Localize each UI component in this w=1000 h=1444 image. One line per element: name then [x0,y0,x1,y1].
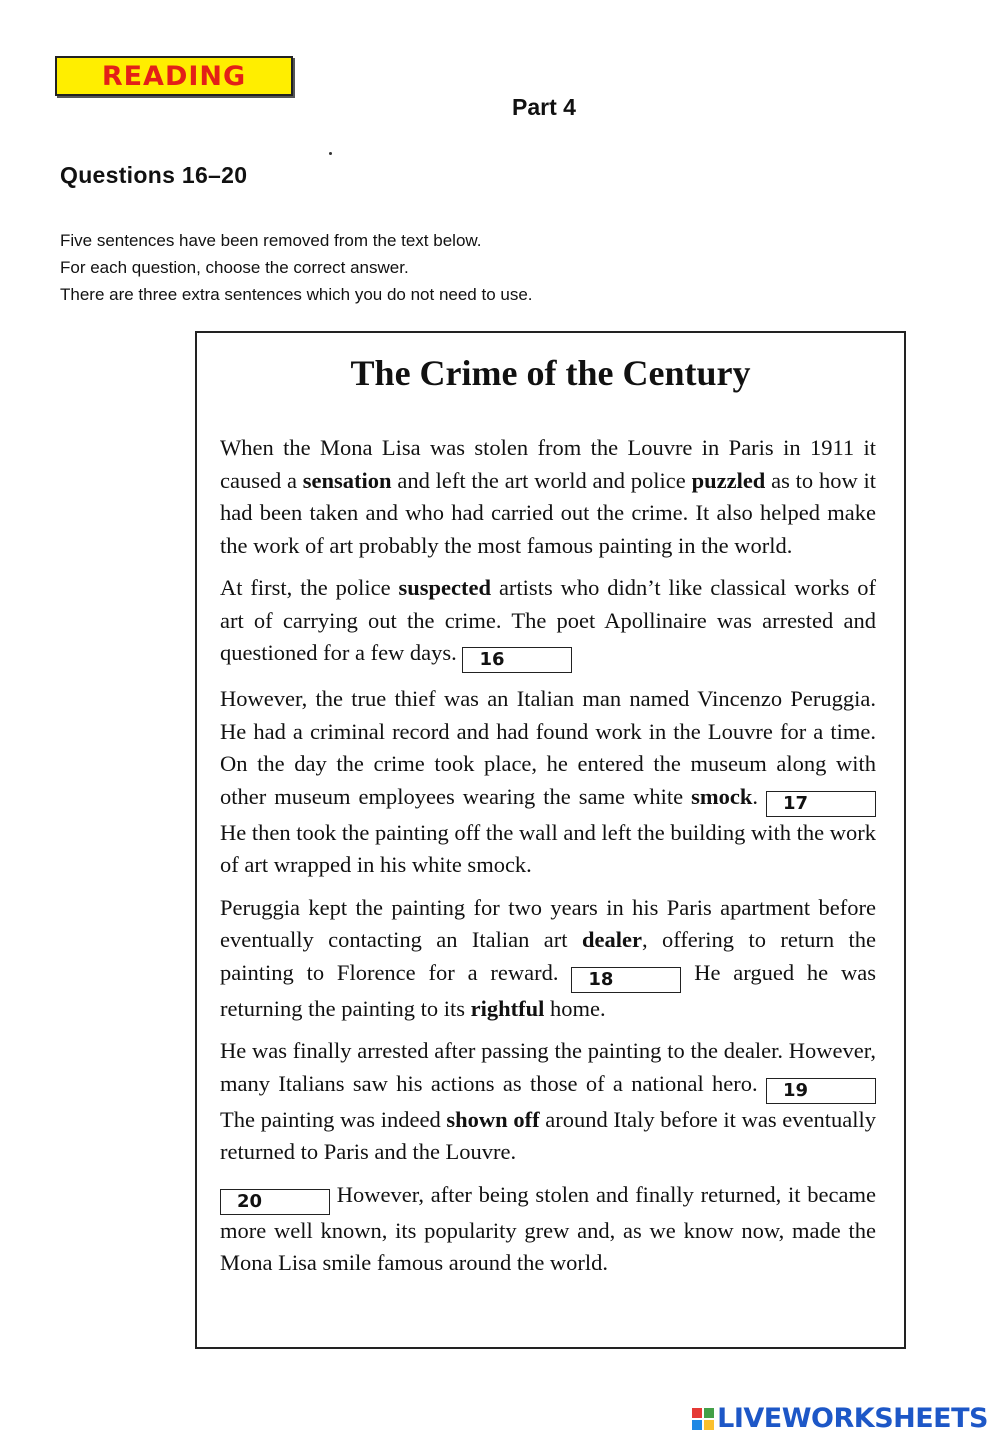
gap-19-input[interactable]: 19 [766,1078,876,1104]
paragraph-1: When the Mona Lisa was stolen from the Louvre in Paris in 1911 it caused a sensation and left the art world and police puzzled as to how it had been taken and who had carried out the crime. It also helped make the work of art probably the most famous painting in the world. [220,435,876,558]
instruction-line: For each question, choose the correct answer. [60,258,409,277]
vocab-word: smock [691,783,753,809]
gap-17-input[interactable]: 17 [766,791,876,817]
instruction-line: Five sentences have been removed from the text below. [60,231,482,250]
gap-20-input[interactable]: 20 [220,1189,330,1215]
paragraph-6: 20 However, after being stolen and finally returned, it became more well known, its popularity grew and, as we know now, made the Mona Lisa smile famous around the world. [220,1181,876,1275]
paragraph-4: Peruggia kept the painting for two years in his Paris apartment before eventually contacting an Italian art dealer, offering to return the painting to Florence for a reward. 18 He argued he was returning the painting to its rightful home. [220,894,876,1021]
vocab-word: dealer [581,927,642,952]
logo-text: LIVEWORKSHEETS [717,1403,988,1434]
reading-badge [55,56,293,96]
paragraph-3: However, the true thief was an Italian man named Vincenzo Peruggia. He had a criminal record and had found work in the Louvre for a time. On the day the crime took place, he entered the museum along with other museum employees wearing the same white smock. 17 He then took the painting off the wall and left the building with the work of art wrapped in his white smock. [220,686,876,877]
instruction-line: There are three extra sentences which you do not need to use. [60,285,533,304]
vocab-word: rightful [470,995,545,1021]
vocab-word: shown off [446,1106,540,1132]
gap-18-input[interactable]: 18 [571,967,681,993]
article-title: The Crime of the Century [350,353,751,393]
article-body [220,432,876,1290]
instructions [60,227,533,308]
paragraph-2: At first, the police suspected artists who didn’t like classical works of art of carrying out the crime. The poet Apollinaire was arrested and questioned for a few days. 16 [220,572,876,673]
questions-title: Questions 16–20 [60,162,248,188]
article-box [195,331,906,1349]
vocab-word: puzzled [691,467,766,493]
vocab-word: suspected [398,575,492,600]
stray-dot [329,152,332,155]
gap-16-input[interactable]: 16 [462,647,572,673]
paragraph-5: He was finally arrested after passing the painting to the dealer. However, many Italians saw his actions as those of a national hero. 19 The painting was indeed shown off around Italy before it was eventually returned to Paris and the Louvre. [220,1038,876,1164]
vocab-word: sensation [302,467,392,493]
liveworksheets-logo-icon [692,1408,714,1430]
reading-label: READING [101,60,247,92]
part-title: Part 4 [512,94,576,120]
liveworksheets-logo [692,1403,988,1434]
